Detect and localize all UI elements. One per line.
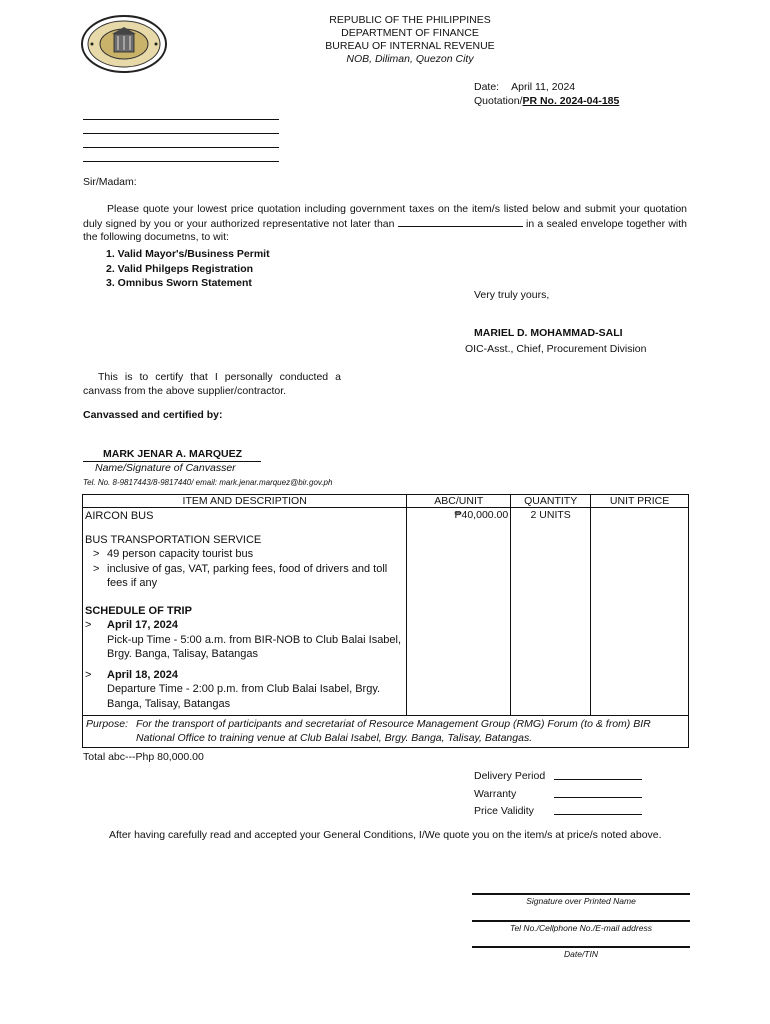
requirement-item: 3. Omnibus Sworn Statement xyxy=(106,277,252,289)
acceptance-paragraph: After having carefully read and accepted your General Conditions, I/We quote you on the item/s at price/s noted above. xyxy=(109,829,662,841)
col-header-item: ITEM AND DESCRIPTION xyxy=(83,495,407,508)
canvasser-contact: Tel. No. 8-9817443/8-9817440/ email: mark.jenar.marquez@bir.gov.ph xyxy=(83,478,333,487)
signature-line[interactable] xyxy=(472,893,690,895)
signatory-name: MARIEL D. MOHAMMAD-SALI xyxy=(474,327,623,339)
header-bureau: BUREAU OF INTERNAL REVENUE xyxy=(325,40,495,52)
price-validity-field[interactable] xyxy=(554,803,642,815)
intro-paragraph: Please quote your lowest price quotation including government taxes on the item/s listed below and submit your quotation duly signed by you or your authorized representative not later than in a sealed envelope together with the following documetns, to wit: xyxy=(83,203,687,243)
quotation-table xyxy=(82,494,689,748)
warranty-field[interactable] xyxy=(554,786,642,798)
delivery-period-field[interactable] xyxy=(554,768,642,780)
trip-details: Departure Time - 2:00 p.m. from Club Balai Isabel, Brgy. Banga, Talisay, Batangas xyxy=(107,683,381,710)
service-name: BUS TRANSPORTATION SERVICE xyxy=(85,533,262,546)
deadline-blank[interactable] xyxy=(398,217,523,227)
signatory-title: OIC-Asst., Chief, Procurement Division xyxy=(465,343,647,355)
term-label: Price Validity xyxy=(474,805,534,817)
quantity-cell: 2 UNITS xyxy=(511,508,591,716)
canvassed-label: Canvassed and certified by: xyxy=(83,409,223,421)
address-line[interactable] xyxy=(83,119,279,120)
col-header-abc: ABC/UNIT xyxy=(407,495,511,508)
header-department: DEPARTMENT OF FINANCE xyxy=(341,27,479,39)
header-republic: REPUBLIC OF THE PHILIPPINES xyxy=(329,14,491,26)
trip-date: April 18, 2024 xyxy=(107,668,178,681)
trip-details: Pick-up Time - 5:00 a.m. from BIR-NOB to Club Balai Isabel, Brgy. Banga, Talisay, Batangas xyxy=(107,633,402,660)
bir-seal xyxy=(80,14,168,74)
term-label: Delivery Period xyxy=(474,770,546,782)
col-header-unit-price: UNIT PRICE xyxy=(591,495,689,508)
canvasser-name: MARK JENAR A. MARQUEZ xyxy=(103,448,243,460)
quotation-row: Quotation/PR No. 2024-04-185 xyxy=(474,94,620,107)
salutation: Sir/Madam: xyxy=(83,176,137,188)
date-row: Date: April 11, 2024 xyxy=(474,81,576,93)
service-bullet: 49 person capacity tourist bus xyxy=(107,548,254,560)
contact-caption: Tel No./Cellphone No./E-mail address xyxy=(510,923,652,933)
signature-caption: Signature over Printed Name xyxy=(526,896,636,906)
certify-text: This is to certify that I personally conducted a canvass from the above supplier/contractor. xyxy=(83,371,341,397)
schedule-title: SCHEDULE OF TRIP xyxy=(85,604,192,617)
table-row: AIRCON BUS BUS TRANSPORTATION SERVICE > 49 person capacity tourist bus > inclusive of gas, VAT, parking fees, food of drivers and toll fees if any SCHEDULE OF TRIP > April 17, 2024 Pick-up Time - 5:00 a.m. from BIR-NOB to Club Balai Isabel, Brgy. Banga, Talisay, Batangas > April 18, 2024 Departure Time - 2:00 p.m. from Club Balai Isabel, Brgy. Banga, Talisay, Batangas ₱40,000.00 2 UNITS xyxy=(83,508,689,716)
address-line[interactable] xyxy=(83,161,279,162)
item-title: AIRCON BUS xyxy=(85,510,154,522)
date-tin-caption: Date/TIN xyxy=(563,949,598,959)
purpose-text: For the transport of participants and secretariat of Resource Management Group (RMG) Forum (to & from) BIR National Office to training venue at Club Balai Isabel, Brgy. Banga, Talisay, Batangas. xyxy=(136,718,651,744)
purpose-label: Purpose: xyxy=(86,718,129,730)
table-header-row xyxy=(83,495,689,508)
contact-line[interactable] xyxy=(472,920,690,922)
quotation-number: PR No. 2024-04-185 xyxy=(522,94,620,107)
purpose-row xyxy=(83,716,689,748)
date-value: April 11, 2024 xyxy=(511,81,576,93)
date-tin-line[interactable] xyxy=(472,946,690,948)
abc-unit-cell: ₱40,000.00 xyxy=(407,508,511,716)
address-line[interactable] xyxy=(83,147,279,148)
trip-date: April 17, 2024 xyxy=(107,619,178,631)
service-bullet: inclusive of gas, VAT, parking fees, food of drivers and toll fees if any xyxy=(107,562,388,589)
col-header-quantity: QUANTITY xyxy=(511,495,591,508)
canvasser-caption: Name/Signature of Canvasser xyxy=(95,462,236,474)
term-label: Warranty xyxy=(474,787,517,800)
closing: Very truly yours, xyxy=(474,289,550,301)
address-line[interactable] xyxy=(83,133,279,134)
header-address: NOB, Diliman, Quezon City xyxy=(346,53,474,65)
requirement-item: 2. Valid Philgeps Registration xyxy=(106,262,254,275)
total-abc: Total abc---Php 80,000.00 xyxy=(83,751,204,763)
unit-price-cell[interactable] xyxy=(591,508,689,716)
requirement-item: 1. Valid Mayor's/Business Permit xyxy=(106,248,270,260)
